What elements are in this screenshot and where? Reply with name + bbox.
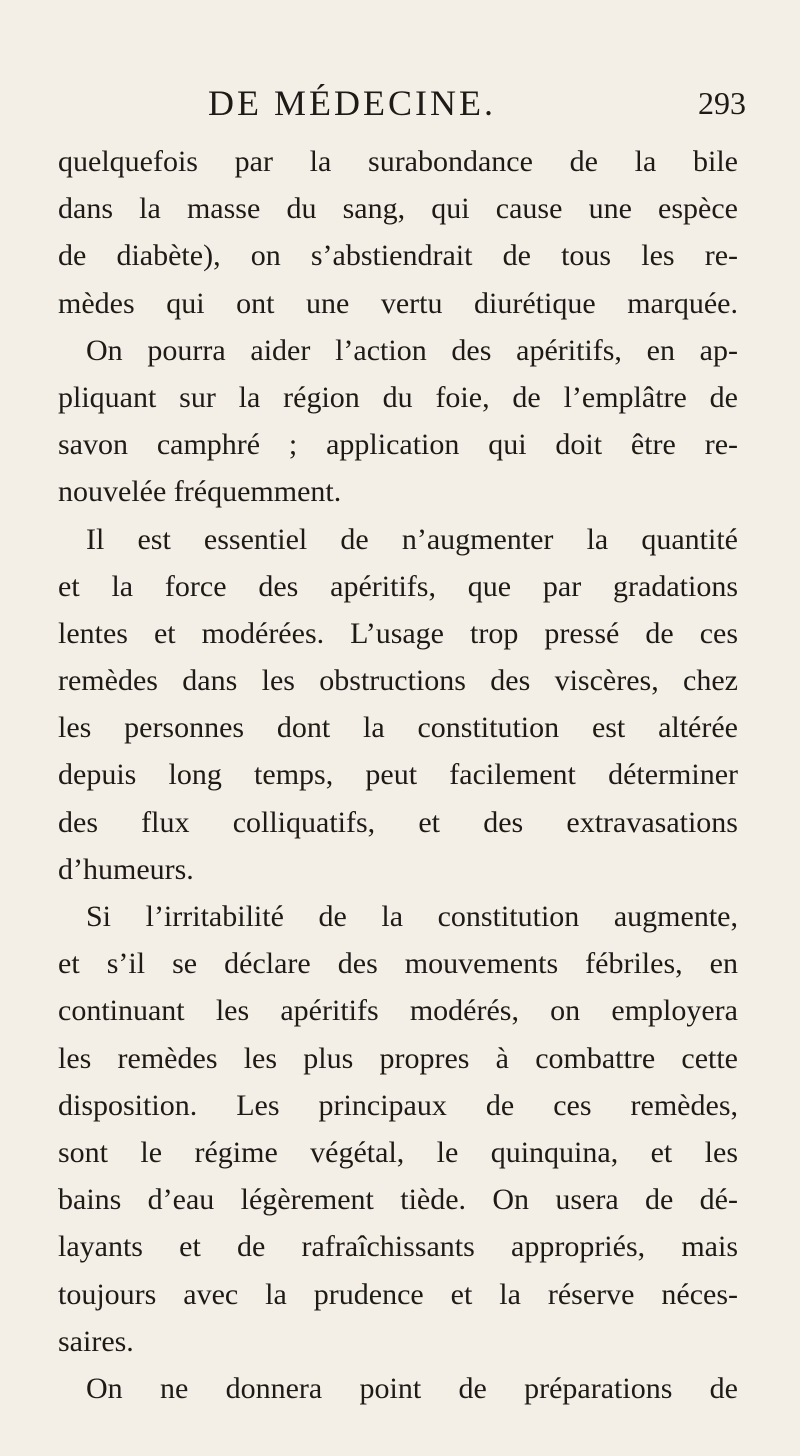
text-line: Il est essentiel de n’augmenter la quantité	[86, 522, 738, 556]
page-number: 293	[698, 85, 746, 121]
text-line: saires.	[58, 1324, 134, 1358]
running-head	[0, 78, 800, 128]
text-line: Si l’irritabilité de la constitution augmente,	[86, 900, 738, 933]
text-line: pliquant sur la région du foie, de l’emplâtre de	[58, 380, 738, 414]
text-line: depuis long temps, peut facilement déterminer	[58, 758, 738, 792]
text-line: remèdes dans les obstructions des viscères, chez	[58, 664, 738, 698]
text-line: disposition. Les principaux de ces remèdes,	[58, 1088, 738, 1122]
text-line: de diabète), on s’abstiendrait de tous les re-	[58, 239, 738, 273]
text-line: On ne donnera point de préparations de	[86, 1371, 738, 1405]
text-line: les personnes dont la constitution est altérée	[58, 711, 738, 745]
text-line: des flux colliquatifs, et des extravasations	[58, 805, 738, 839]
text-line: d’humeurs.	[58, 852, 194, 886]
text-line: et la force des apéritifs, que par gradations	[58, 569, 738, 603]
text-line: quelquefois par la surabondance de la bile	[58, 145, 738, 178]
text-line: layants et de rafraîchissants appropriés, mais	[58, 1230, 738, 1264]
text-line: mèdes qui ont une vertu diurétique marquée.	[58, 286, 738, 320]
text-line: nouvelée fréquemment.	[58, 475, 342, 509]
text-line: savon camphré ; application qui doit être re-	[58, 428, 738, 462]
text-line: sont le régime végétal, le quinquina, et les	[58, 1135, 738, 1169]
text-line: dans la masse du sang, qui cause une espèce	[58, 192, 738, 226]
text-line: toujours avec la prudence et la réserve néces-	[58, 1277, 738, 1311]
running-title: DE MÉDECINE.	[208, 83, 496, 123]
text-line: bains d’eau légèrement tiède. On usera de dé-	[58, 1183, 738, 1217]
body-text	[58, 138, 738, 1412]
text-line: continuant les apéritifs modérés, on employera	[58, 994, 738, 1028]
text-line: lentes et modérées. L’usage trop pressé de ces	[58, 616, 738, 650]
text-line: les remèdes les plus propres à combattre cette	[58, 1041, 738, 1075]
text-line: et s’il se déclare des mouvements fébriles, en	[58, 947, 738, 981]
text-line: On pourra aider l’action des apéritifs, en ap-	[86, 333, 738, 367]
